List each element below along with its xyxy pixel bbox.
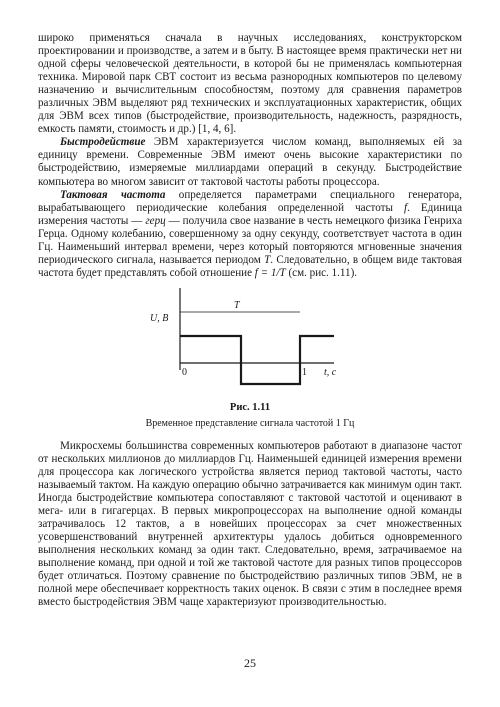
- paragraph-microchips: [38, 440, 462, 610]
- period-label: T: [234, 299, 240, 311]
- figure-caption-text: Временное представление сигнала частотой 1 Гц: [145, 417, 355, 429]
- paragraph-intro-text: широко применяться сначала в научных исследованиях, конструкторском проектировании и производстве, а затем и в быту. В настоящее время практически нет ни одной сферы человеческой деятельности, в которой бы не применялась компьютерная техника. Мировой парк СВТ состоит из весьма разнородных компьютеров по целевому назначению и вычислительным способностям, поэтому для сравнения параметров различных ЭВМ выделяют ряд технических и эксплуатационных характеристик, общих для ЭВМ всех типов (быстродействие, производительность, надежность, разрядность, емкость памяти, стоимость и др.) [1, 4, 6].: [38, 32, 462, 136]
- paragraph-microchips-text: Микросхемы большинства современных компьютеров работают в диапазоне частот от нескольких миллионов до миллиардов Гц. Наименьшей единицей измерения времени для процессора как логического устройства является период тактовой частоты, часто называемый тактом. На каждую операцию обычно затрачивается как минимум один такт. Иногда быстродействие компьютера сопоставляют с тактовой частотой и оценивают в мега- или в гигагерцах. В первых микропроцессорах на выполнение одной команды затрачивалось 12 тактов, а в новейших процессорах за счет множественных усовершенствований внутренней архитектуры удалось добиться одновременного выполнения нескольких команд за один такт. Следовательно, время, затрачиваемое на выполнение команд, при одной и той же тактовой частоте для разных типов процессоров будет отличаться. Поэтому сравнение по быстродействию различных типов ЭВМ, не в полной мере обеспечивает корректность таких оценок. В связи с этим в последнее время вместо быстродействия ЭВМ чаще характеризуют производительностью.: [38, 439, 462, 609]
- square-wave-signal: [180, 336, 334, 384]
- symbol-T: T: [264, 253, 271, 266]
- formula-frequency: f = 1/T: [254, 266, 286, 279]
- paragraph-clock-text-1: определяется параметрами специального генератора, вырабатывающего периодические колебания определенной частоты: [38, 188, 462, 214]
- origin-label: 0: [182, 366, 187, 378]
- paragraph-speed-text: ЭВМ характеризуется числом команд, выполняемых ей за единицу времени. Современные ЭВМ имеют очень высокие характеристики по быстродействию, измеряемые миллиардами операций в секунду. Быстродействие компьютера во многом зависит от тактовой частоты работы процессора.: [38, 136, 462, 188]
- term-clock-frequency: Тактовая частота: [60, 188, 166, 201]
- term-speed: Быстродействие: [60, 136, 146, 149]
- term-hertz: герц: [145, 214, 166, 227]
- page-body: [38, 32, 462, 610]
- paragraph-intro: [38, 32, 462, 136]
- paragraph-clock-text-4: . Следовательно, в общем виде тактовая частота будет представлять собой отношение: [38, 253, 462, 279]
- tick-label-one: 1: [302, 366, 307, 378]
- y-axis-label: U, В: [150, 312, 169, 324]
- x-axis-label: t, с: [324, 366, 337, 378]
- square-wave-diagram: [38, 284, 462, 402]
- figure-square-wave: [38, 284, 462, 402]
- paragraph-clock-text-5: (см. рис. 1.11).: [285, 266, 358, 279]
- paragraph-speed: [38, 136, 462, 188]
- symbol-f: f: [403, 201, 408, 214]
- paragraph-clock-text-2: . Единица измерения частоты —: [38, 201, 462, 227]
- paragraph-clock-text-3: — получила свое название в честь немецкого физика Генриха Герца. Одному колебанию, совершенному за одну секунду, соответствует частота в один Гц. Наименьший интервал времени, через который повторяются мгновенные значения периодического сигнала, называется периодом: [38, 214, 462, 266]
- paragraph-clock: [38, 189, 462, 280]
- figure-caption-title: Рис. 1.11: [229, 401, 271, 413]
- page-number: 25: [244, 656, 256, 670]
